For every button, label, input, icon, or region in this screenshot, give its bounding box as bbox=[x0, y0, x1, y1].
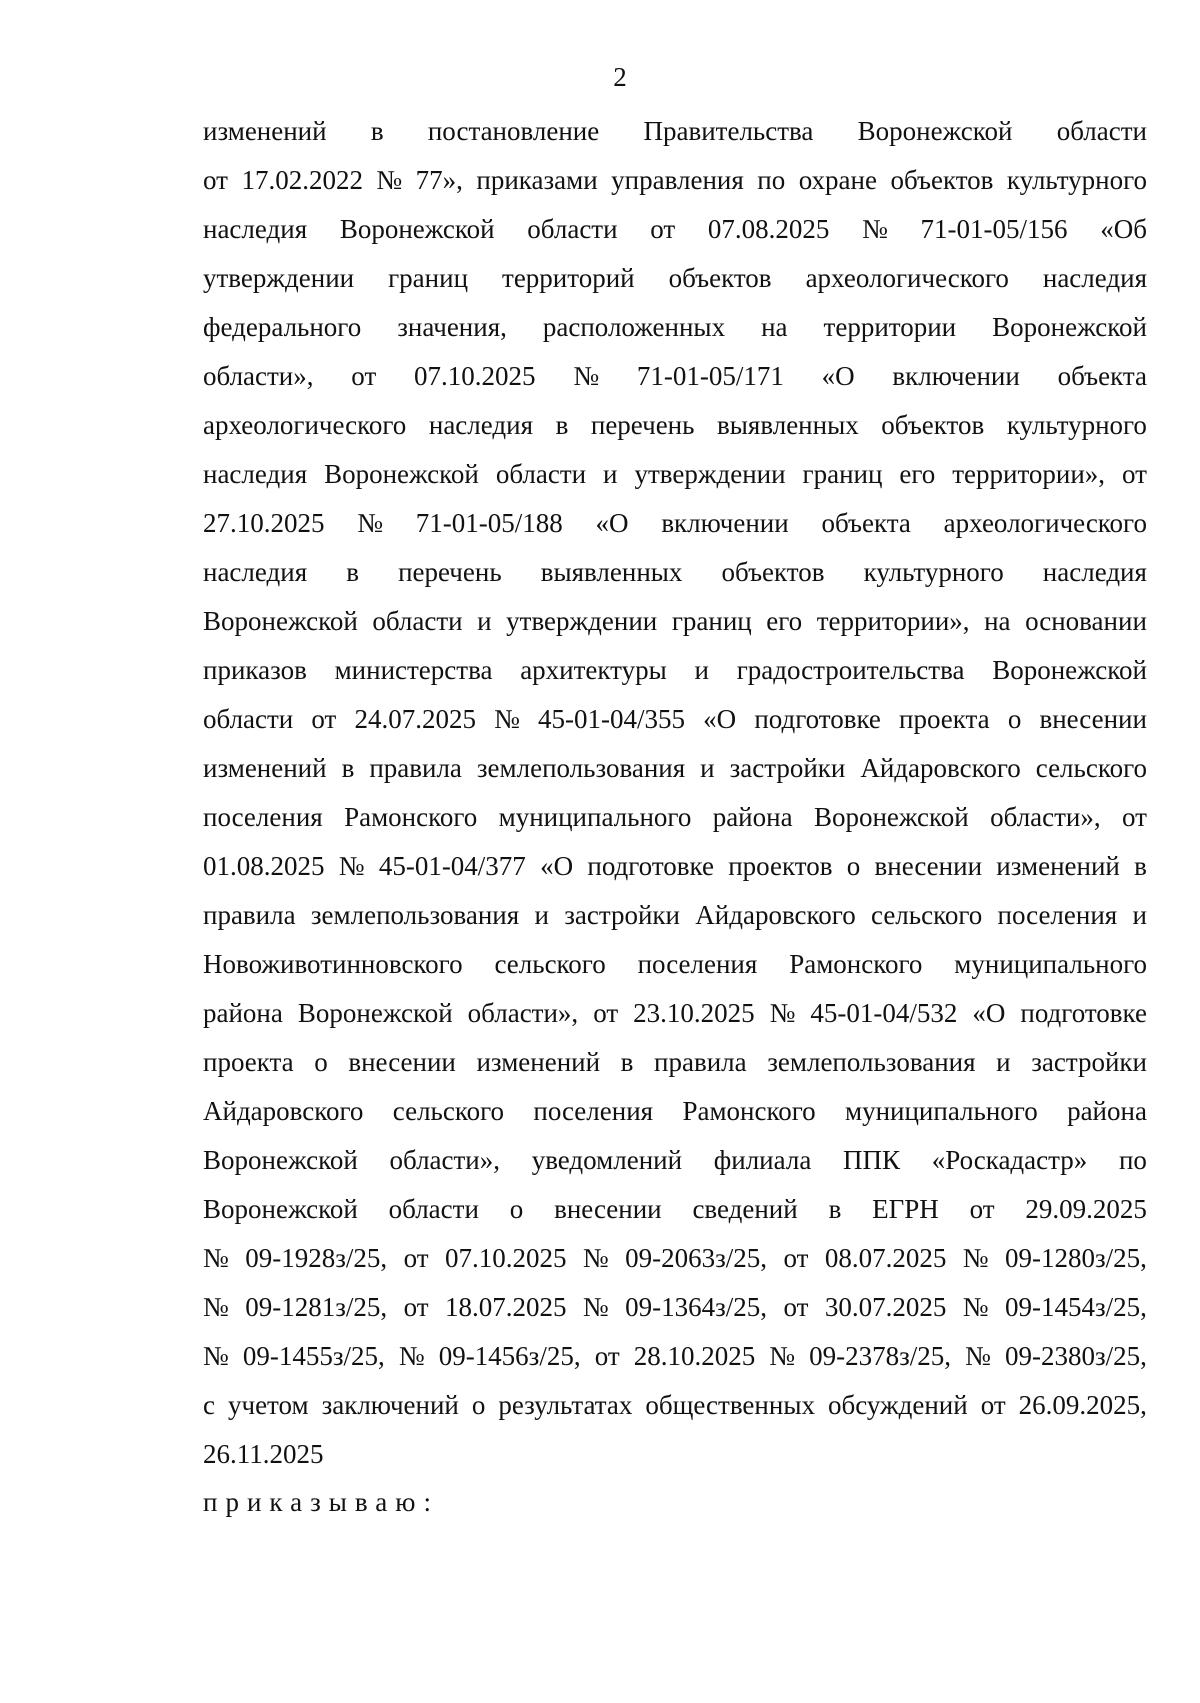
body-line: наследия Воронежской области и утверждении границ его территории», от bbox=[203, 459, 1147, 489]
body-line: Воронежской области», уведомлений филиала ППК «Роскадастр» по bbox=[203, 1145, 1147, 1175]
body-line: 27.10.2025 № 71-01-05/188 «О включении объекта археологического bbox=[203, 508, 1147, 538]
body-line: от 17.02.2022 № 77», приказами управления по охране объектов культурного bbox=[203, 165, 1147, 195]
body-line: утверждении границ территорий объектов археологического наследия bbox=[203, 263, 1147, 293]
body-line: с учетом заключений о результатах общественных обсуждений от 26.09.2025, bbox=[203, 1390, 1147, 1420]
body-line: наследия Воронежской области от 07.08.2025 № 71-01-05/156 «Об bbox=[203, 214, 1147, 244]
body-line: Айдаровского сельского поселения Рамонского муниципального района bbox=[203, 1096, 1147, 1126]
body-line: изменений в правила землепользования и застройки Айдаровского сельского bbox=[203, 753, 1147, 783]
body-line: района Воронежской области», от 23.10.2025 № 45-01-04/532 «О подготовке bbox=[203, 998, 1147, 1028]
body-line: № 09-1281з/25, от 18.07.2025 № 09-1364з/25, от 30.07.2025 № 09-1454з/25, bbox=[203, 1292, 1147, 1322]
body-line: № 09-1455з/25, № 09-1456з/25, от 28.10.2025 № 09-2378з/25, № 09-2380з/25, bbox=[203, 1341, 1147, 1371]
body-line: области», от 07.10.2025 № 71-01-05/171 «О включении объекта bbox=[203, 361, 1147, 391]
page-number: 2 bbox=[613, 62, 627, 92]
order-word: приказываю: bbox=[203, 1487, 439, 1517]
body-line: проекта о внесении изменений в правила землепользования и застройки bbox=[203, 1047, 1147, 1077]
body-line: федерального значения, расположенных на территории Воронежской bbox=[203, 312, 1147, 342]
body-line: поселения Рамонского муниципального района Воронежской области», от bbox=[203, 802, 1147, 832]
body-line: 01.08.2025 № 45-01-04/377 «О подготовке проектов о внесении изменений в bbox=[203, 851, 1147, 881]
body-line: № 09-1928з/25, от 07.10.2025 № 09-2063з/25, от 08.07.2025 № 09-1280з/25, bbox=[203, 1243, 1147, 1273]
body-line: археологического наследия в перечень выявленных объектов культурного bbox=[203, 410, 1147, 440]
body-line: изменений в постановление Правительства Воронежской области bbox=[203, 116, 1147, 146]
body-line: наследия в перечень выявленных объектов культурного наследия bbox=[203, 557, 1147, 587]
body-line: Воронежской области о внесении сведений в ЕГРН от 29.09.2025 bbox=[203, 1194, 1147, 1224]
body-line: 26.11.2025 bbox=[203, 1439, 324, 1469]
document-body bbox=[203, 112, 1147, 1484]
body-line: Новоживотинновского сельского поселения Рамонского муниципального bbox=[203, 949, 1147, 979]
body-line: области от 24.07.2025 № 45-01-04/355 «О подготовке проекта о внесении bbox=[203, 704, 1147, 734]
body-line: правила землепользования и застройки Айдаровского сельского поселения и bbox=[203, 900, 1147, 930]
body-line: Воронежской области и утверждении границ его территории», на основании bbox=[203, 606, 1147, 636]
body-line: приказов министерства архитектуры и градостроительства Воронежской bbox=[203, 655, 1147, 685]
